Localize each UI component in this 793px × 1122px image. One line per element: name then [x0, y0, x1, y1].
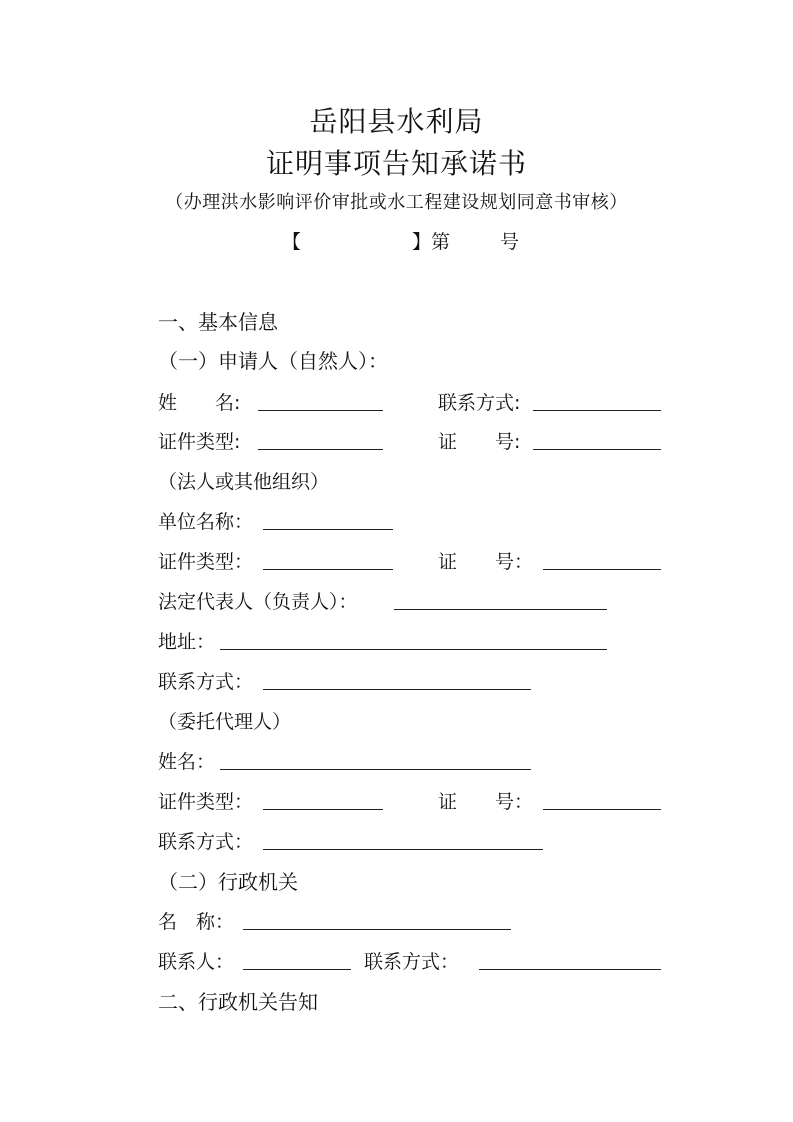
agent-id-no-field[interactable]	[543, 809, 661, 810]
agent-id-type-field[interactable]	[263, 809, 383, 810]
id-type-label: 证件类型:	[158, 431, 241, 453]
document-title: 证明事项告知承诺书	[265, 147, 527, 180]
agent-contact-row	[0, 828, 793, 856]
address-label: 地址：	[158, 631, 216, 653]
legal-id-no-field[interactable]	[543, 569, 661, 570]
agent-name-label: 姓名：	[158, 751, 216, 773]
admin-name-row	[0, 908, 793, 936]
legal-id-type-field[interactable]	[263, 569, 393, 570]
address-row	[0, 628, 793, 656]
agent-contact-field[interactable]	[263, 849, 543, 850]
legal-id-type-label: 证件类型：	[158, 551, 254, 573]
agent-id-type-label: 证件类型：	[158, 791, 254, 813]
admin-contact-field[interactable]	[479, 969, 661, 970]
form-page: 岳阳县水利局 证明事项告知承诺书 （办理洪水影响评价审批或水工程建设规划同意书审核） 【 】第 号 一、基本信息 （一）申请人（自然人）： 姓 名: 联系方式: 证件类型: 证 号: （法人或其他组织） 单位名称： 证件类型： 证 号： 法定代表人（负责人）： 地址： 联系方式： （委托代理人） 姓名： 证件类型： 证 号： 联系方式： （二）行政机关 名 称： 联系人： 联系方式： 二、行政机关告知	[0, 0, 793, 1122]
admin-contact-row	[0, 948, 793, 976]
unit-name-row	[0, 508, 793, 536]
id-no-field[interactable]	[533, 449, 661, 450]
agent-id-no-label: 证 号：	[438, 791, 534, 813]
admin-contact-label: 联系方式：	[364, 951, 460, 973]
legal-contact-field[interactable]	[263, 689, 531, 690]
name-contact-row	[0, 389, 793, 417]
contact-field[interactable]	[533, 410, 661, 411]
contact-label: 联系方式:	[438, 392, 521, 414]
admin-name-field[interactable]	[243, 929, 511, 930]
legal-rep-row	[0, 588, 793, 616]
docno-open-bracket: 【	[282, 231, 302, 253]
id-type-field[interactable]	[258, 449, 383, 450]
legal-id-row	[0, 548, 793, 576]
legal-contact-label: 联系方式：	[158, 671, 254, 693]
admin-contact-person-field[interactable]	[243, 969, 351, 970]
name-label: 姓 名:	[158, 392, 241, 414]
document-subtitle: （办理洪水影响评价审批或水工程建设规划同意书审核）	[165, 192, 628, 213]
legal-rep-label: 法定代表人（负责人）：	[158, 591, 358, 613]
admin-name-label: 名 称：	[158, 911, 235, 933]
id-row	[0, 428, 793, 456]
docno-close-bracket: 】第	[412, 231, 451, 253]
legal-id-no-label: 证 号：	[438, 551, 534, 573]
unit-name-field[interactable]	[263, 529, 393, 530]
legal-contact-row	[0, 668, 793, 696]
agent-name-field[interactable]	[220, 769, 531, 770]
org-title: 岳阳县水利局	[309, 105, 484, 138]
unit-name-label: 单位名称：	[158, 511, 254, 533]
document-number	[0, 228, 793, 256]
admin-contact-person-label: 联系人：	[158, 951, 235, 973]
agent-id-row	[0, 788, 793, 816]
name-field[interactable]	[258, 410, 383, 411]
agent-contact-label: 联系方式：	[158, 831, 254, 853]
address-field[interactable]	[220, 649, 607, 650]
id-no-label: 证 号:	[438, 431, 521, 453]
legal-rep-field[interactable]	[394, 609, 607, 610]
docno-suffix: 号	[500, 231, 520, 253]
agent-name-row	[0, 748, 793, 776]
